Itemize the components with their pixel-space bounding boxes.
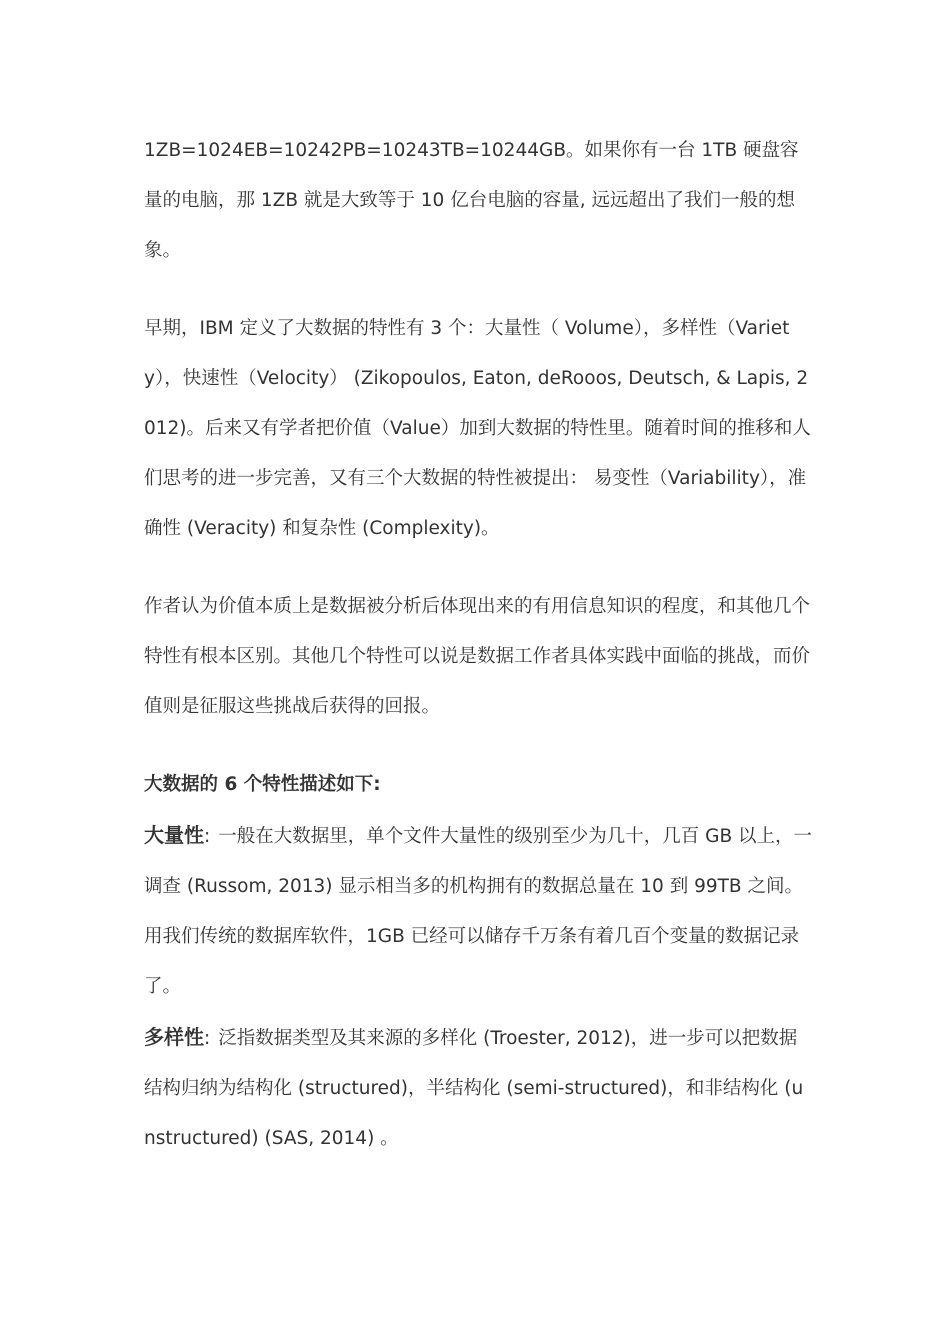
paragraph-zb-capacity: 1ZB=1024EB=10242PB=10243TB=10244GB。如果你有一台 1TB 硬盘容量的电脑，那 1ZB 就是大致等于 10 亿台电脑的容量, 远远超出了我们一般的想象。 bbox=[144, 140, 799, 261]
characteristic-separator: : bbox=[204, 826, 211, 847]
characteristic-text: 泛指数据类型及其来源的多样化 (Troester, 2012)，进一步可以把数据结构归纳为结构化 (structured)，半结构化 (semi-structured)，和非结构化 (unstructured) (SAS, 2014) 。 bbox=[144, 1028, 804, 1149]
characteristic-volume bbox=[144, 810, 814, 1012]
section-heading: 大数据的 6 个特性描述如下: bbox=[144, 774, 381, 795]
characteristic-text: 一般在大数据里，单个文件大量性的级别至少为几十，几百 GB 以上，一调查 (Russom, 2013) 显示相当多的机构拥有的数据总量在 10 到 99TB 之间。用我们传统的数据库软件，1GB 已经可以储存千万条有着几百个变量的数据记录了。 bbox=[144, 826, 813, 997]
characteristic-term: 大量性 bbox=[144, 823, 204, 847]
characteristic-separator: : bbox=[204, 1028, 211, 1049]
paragraph-ibm-characteristics: 早期，IBM 定义了大数据的特性有 3 个：大量性（ Volume），多样性（Variety），快速性（Velocity） (Zikopoulos, Eaton, deRooos, Deutsch, & Lapis, 2012)。后来又有学者把价值（Value）加到大数据的特性里。随着时间的推移和人们思考的进一步完善，又有三个大数据的特性被提出： 易变性（Variability），准确性 (Veracity) 和复杂性 (Complexity)。 bbox=[144, 318, 811, 539]
characteristic-term: 多样性 bbox=[144, 1025, 204, 1049]
document-body bbox=[144, 126, 814, 1164]
paragraph-value-discussion: 作者认为价值本质上是数据被分析后体现出来的有用信息知识的程度，和其他几个特性有根本区别。其他几个特性可以说是数据工作者具体实践中面临的挑战，而价值则是征服这些挑战后获得的回报。 bbox=[144, 596, 811, 717]
characteristic-variety bbox=[144, 1012, 814, 1164]
